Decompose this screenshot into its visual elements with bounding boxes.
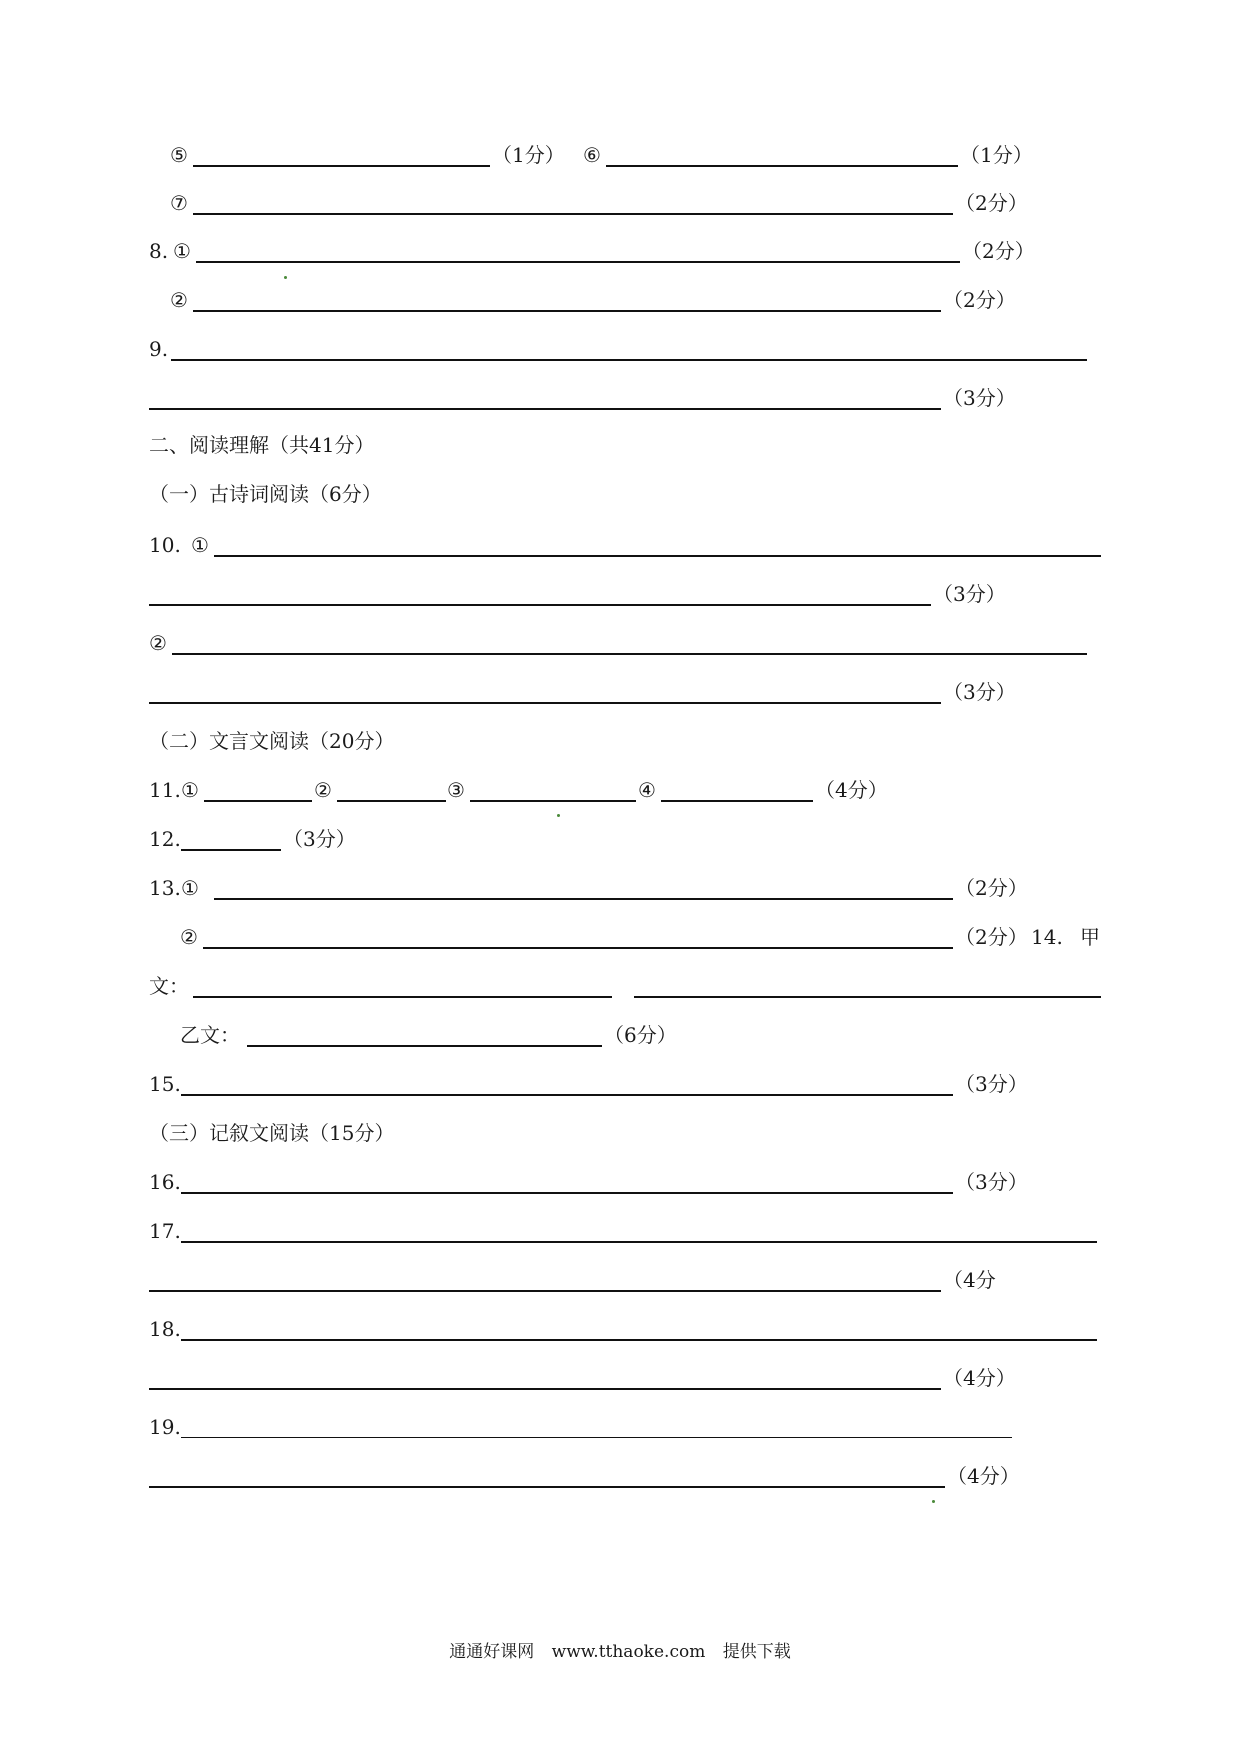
answer-line-13-2[interactable]	[203, 947, 953, 949]
answer-line-10-2a[interactable]	[172, 653, 1087, 655]
label-yi: 乙文：	[180, 1023, 240, 1047]
score-label: （2分）	[962, 239, 1035, 263]
question-number: 12.	[149, 827, 181, 851]
answer-line-9-a[interactable]	[171, 359, 1087, 361]
marker-1: ①	[181, 778, 199, 802]
answer-line-17-b[interactable]	[149, 1290, 941, 1292]
answer-line-8-1[interactable]	[196, 261, 960, 263]
score-label: （1分）	[960, 143, 1033, 167]
section-title: （三）记叙文阅读（15分）	[149, 1121, 395, 1145]
answer-line-12[interactable]	[181, 849, 281, 851]
marker-3: ③	[447, 778, 465, 802]
score-label: （4分	[943, 1268, 996, 1292]
answer-line-6[interactable]	[606, 165, 958, 167]
answer-line-11-4[interactable]	[661, 800, 813, 802]
answer-line-5[interactable]	[193, 165, 490, 167]
answer-line-10-1b[interactable]	[149, 604, 931, 606]
marker-5: ⑤	[170, 143, 188, 167]
answer-line-17-a[interactable]	[181, 1241, 1097, 1243]
footer-url[interactable]: www.tthaoke.com	[551, 1642, 706, 1662]
score-label: （2分）	[955, 925, 1028, 949]
answer-line-15[interactable]	[181, 1094, 953, 1096]
question-number: 10.	[149, 533, 181, 557]
label-wen: 文：	[149, 974, 189, 998]
marker-1: ①	[181, 876, 199, 900]
footer-download-text: 提供下载	[722, 1642, 791, 1662]
page-footer	[0, 1640, 1240, 1664]
question-number: 9.	[149, 337, 169, 361]
answer-line-9-b[interactable]	[149, 408, 941, 410]
marker-1: ①	[191, 533, 209, 557]
score-label: （4分）	[815, 778, 888, 802]
answer-line-19-a[interactable]	[181, 1437, 1012, 1438]
score-label: （2分）	[943, 288, 1016, 312]
answer-line-10-1a[interactable]	[214, 555, 1101, 557]
marker-2: ②	[314, 778, 332, 802]
answer-line-19-b[interactable]	[149, 1486, 945, 1488]
marker-4: ④	[638, 778, 656, 802]
marker-2: ②	[180, 925, 198, 949]
marker-6: ⑥	[583, 143, 601, 167]
answer-line-11-1[interactable]	[204, 800, 312, 802]
question-number: 18.	[149, 1317, 181, 1341]
scan-speck	[557, 814, 560, 817]
question-number: 8.	[149, 239, 169, 263]
score-label: （3分）	[943, 386, 1016, 410]
scan-speck	[932, 1500, 935, 1503]
section-title: 二、阅读理解（共41分）	[149, 433, 375, 457]
score-label: （2分）	[955, 191, 1028, 215]
score-label: （3分）	[283, 827, 356, 851]
marker-2: ②	[170, 288, 188, 312]
answer-line-10-2b[interactable]	[149, 702, 941, 704]
section-title: （二）文言文阅读（20分）	[149, 729, 395, 753]
marker-2: ②	[149, 631, 167, 655]
question-number: 19.	[149, 1415, 181, 1439]
score-label: （4分）	[943, 1366, 1016, 1390]
score-label: （1分）	[492, 143, 565, 167]
marker-7: ⑦	[170, 191, 188, 215]
question-number: 14.	[1031, 925, 1063, 949]
answer-line-11-2[interactable]	[337, 800, 446, 802]
answer-line-13-1[interactable]	[214, 898, 953, 900]
question-number: 13.	[149, 876, 181, 900]
section-title: （一）古诗词阅读（6分）	[149, 482, 382, 506]
label-jia: 甲	[1080, 925, 1100, 949]
score-label: （3分）	[933, 582, 1006, 606]
marker-1: ①	[173, 239, 191, 263]
footer-site-name: 通通好课网	[449, 1642, 535, 1662]
score-label: （3分）	[955, 1072, 1028, 1096]
question-number: 16.	[149, 1170, 181, 1194]
question-number: 15.	[149, 1072, 181, 1096]
answer-line-14-b[interactable]	[247, 1045, 602, 1047]
score-label: （4分）	[947, 1464, 1020, 1488]
answer-line-8-2[interactable]	[193, 310, 941, 312]
answer-line-11-3[interactable]	[470, 800, 636, 802]
answer-line-14-a2[interactable]	[634, 996, 1101, 998]
answer-line-16[interactable]	[181, 1192, 953, 1194]
score-label: （2分）	[955, 876, 1028, 900]
question-number: 17.	[149, 1219, 181, 1243]
answer-line-18-a[interactable]	[181, 1339, 1097, 1341]
answer-line-14-a1[interactable]	[193, 996, 612, 998]
scan-speck	[284, 276, 287, 279]
score-label: （6分）	[604, 1023, 677, 1047]
score-label: （3分）	[943, 680, 1016, 704]
answer-line-18-b[interactable]	[149, 1388, 941, 1390]
question-number: 11.	[149, 778, 181, 802]
score-label: （3分）	[955, 1170, 1028, 1194]
answer-line-7[interactable]	[193, 213, 953, 215]
